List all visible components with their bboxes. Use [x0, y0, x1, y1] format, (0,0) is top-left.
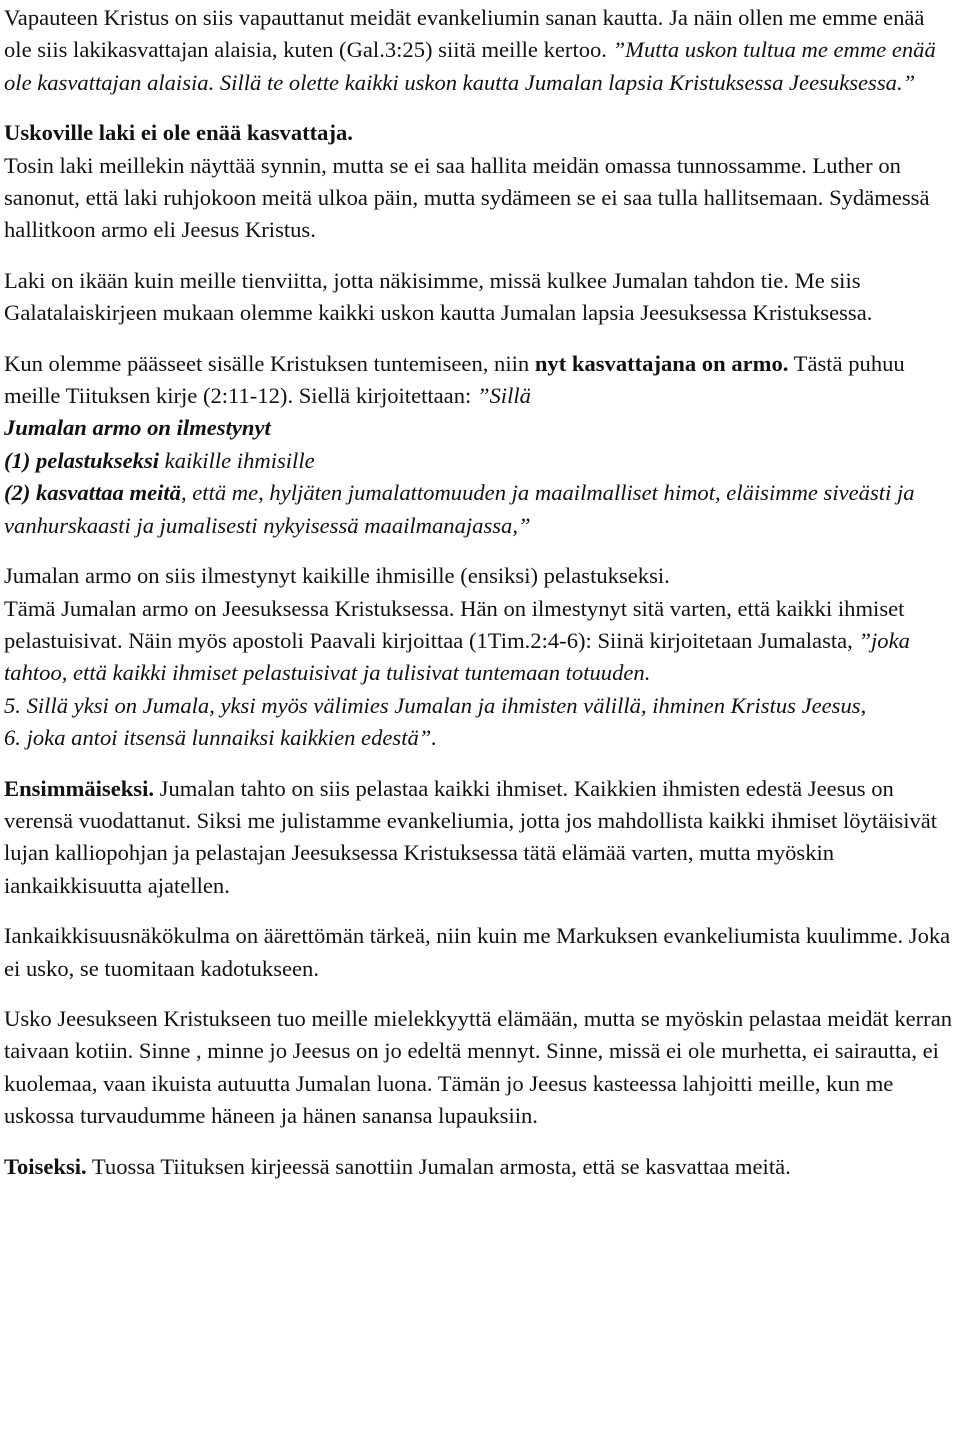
paragraph-signpost: [4, 265, 954, 330]
galatians-quote: ”Mutta uskon tultua me emme enää ole kasvattajan alaisia. Sillä te olette kaikki uskon kautta Jumalan lapsia Kristuksessa Jeesuksessa.”: [4, 37, 936, 95]
titus-quote-grace: Jumalan armo on ilmestynyt: [4, 415, 271, 441]
paragraph-eternity-text: Iankaikkisuusnäkökulma on äärettömän tärkeä, niin kuin me Markuksen evankeliumista kuulimme. Joka ei usko, se tuomitaan kadotukseen.: [4, 923, 951, 981]
paragraph-signpost-text: Laki on ikään kuin meille tienviitta, jotta näkisimme, missä kulkee Jumalan tahdon tie. Me siis Galatalaiskirjeen mukaan olemme kaikki uskon kautta Jumalan lapsia Jeesuksessa Kristuksessa.: [4, 267, 873, 326]
timothy-quote: ”joka tahtoo, että kaikki ihmiset pelastuisivat ja tulisivat tuntemaan totuuden.: [4, 627, 910, 686]
paragraph-first: [4, 773, 954, 903]
section-heading-second: Toiseksi.: [4, 1153, 87, 1179]
paragraph-grace-tutor: [4, 348, 954, 542]
paragraph-freedom: [4, 2, 954, 99]
paragraph-grace-text-c: Tästä puhuu meille Tiituksen kirje (2:11-12). Siellä kirjoitettaan:: [4, 350, 905, 409]
titus-quote-open: ”Sillä: [476, 383, 531, 409]
paragraph-salvation: [4, 560, 954, 754]
paragraph-grace-text-a: Kun olemme päässeet sisälle Kristuksen tuntemiseen, niin: [4, 350, 535, 376]
paragraph-first-text: Jumalan tahto on siis pelastaa kaikki ihmiset. Kaikkien ihmisten edestä Jeesus on verensä vuodattanut. Siksi me julistamme evankeliumia, jotta jos mahdollista kaikki ihmiset löytäisivät lujan kalliopohjan ja pelastajan Jeesuksessa Kristuksessa tätä elämää varten, mutta myöskin iankaikkisuutta ajatellen.: [4, 775, 938, 898]
paragraph-faith-text: Usko Jeesukseen Kristukseen tuo meille mielekkyyttä elämään, mutta se myöskin pelastaa meidät kerran taivaan kotiin. Sinne , minne jo Jeesus on jo edeltä mennyt. Sinne, missä ei ole murhetta, ei sairautta, ei kuolemaa, vaan ikuista autuutta Jumalan luona. Tämän jo Jeesus kasteessa lahjoitti meille, kun me uskossa turvaudumme häneen ja hänen sanansa lupauksiin.: [4, 1005, 953, 1129]
paragraph-eternity: [4, 920, 954, 985]
paragraph-salvation-line1: Jumalan armo on siis ilmestynyt kaikille ihmisille (ensiksi) pelastukseksi.: [4, 563, 670, 589]
timothy-verse-6: 6. joka antoi itsensä lunnaiksi kaikkien edestä”.: [4, 725, 437, 751]
section-heading-first: Ensimmäiseksi.: [4, 775, 155, 801]
titus-point-1-text: kaikille ihmisille: [159, 447, 315, 473]
paragraph-law-text: Tosin laki meillekin näyttää synnin, mutta se ei saa hallita meidän omassa tunnossamme. Luther on sanonut, että laki ruhjokoon meitä ulkoa päin, mutta sydämeen se ei saa tulla hallitsemaan. Sydämessä hallitkoon armo eli Jeesus Kristus.: [4, 152, 930, 243]
paragraph-law-not-tutor: [4, 117, 954, 247]
titus-point-1: (1) pelastukseksi: [4, 447, 160, 473]
paragraph-faith: [4, 1003, 954, 1133]
paragraph-freedom-text: Vapauteen Kristus on siis vapauttanut meidät evankeliumin sanan kautta. Ja näin ollen me emme enää ole siis lakikasvattajan alaisia, kuten (Gal.3:25) siitä meille kertoo.: [4, 5, 925, 63]
section-heading-law: Uskoville laki ei ole enää kasvattaja.: [4, 120, 353, 146]
emphasis-grace-tutor: nyt kasvattajana on armo.: [534, 350, 789, 376]
titus-point-2: (2) kasvattaa meitä: [4, 480, 181, 506]
paragraph-second-text: Tuossa Tiituksen kirjeessä sanottiin Jumalan armosta, että se kasvattaa meitä.: [86, 1153, 791, 1179]
paragraph-salvation-text: Tämä Jumalan armo on Jeesuksessa Kristuksessa. Hän on ilmestynyt sitä varten, että kaikki ihmiset pelastuisivat. Näin myös apostoli Paavali kirjoittaa (1Tim.2:4-6): Siinä kirjoitetaan Jumalasta,: [4, 595, 905, 653]
paragraph-second: [4, 1151, 954, 1183]
timothy-verse-5: 5. Sillä yksi on Jumala, yksi myös välimies Jumalan ja ihmisten välillä, ihminen Kristus Jeesus,: [4, 692, 867, 718]
titus-point-2-text: , että me, hyljäten jumalattomuuden ja maailmalliset himot, eläisimme siveästi ja vanhurskaasti ja jumalisesti nykyisessä maailmanajassa,”: [4, 480, 915, 538]
